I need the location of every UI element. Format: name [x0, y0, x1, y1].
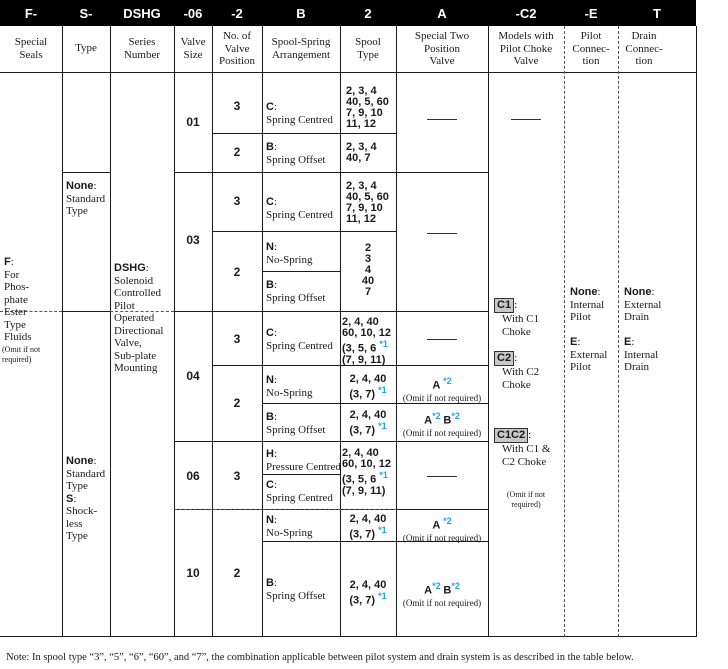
- spring-code: B: [266, 141, 274, 153]
- series-code: DSHG: [114, 262, 146, 274]
- position-04-2: 2: [233, 396, 241, 410]
- spring-04-c: C: Spring Centred: [266, 327, 333, 352]
- spring-10-b: B: Spring Offset: [266, 577, 326, 602]
- drain-text-internal: Internal Drain: [624, 348, 659, 373]
- type-option-upper: None: Standard Type: [66, 180, 106, 217]
- special-06-none: [396, 470, 488, 483]
- spring-text: Pressure Centred: [266, 460, 341, 473]
- spool-paren: (3, 7): [349, 388, 376, 401]
- row-rule: [174, 311, 488, 312]
- title-spring: Spool-Spring Arrangement: [271, 36, 331, 61]
- series-text: Solenoid Controlled Pilot Operated Directional Valve, Sub-plate Mounting: [114, 274, 164, 374]
- row-rule-minor: [262, 271, 340, 272]
- position-03-2: 2: [233, 265, 241, 279]
- size-01: 01: [186, 115, 200, 129]
- spring-code: C: [266, 196, 274, 208]
- spool-bracket-line1: 3, 5, 6: [345, 342, 377, 355]
- spool-bracket-line2: 7, 9, 11: [345, 353, 382, 366]
- spring-text: Spring Offset: [266, 423, 326, 436]
- footnote-star: *1: [378, 525, 387, 535]
- row-rule-minor: [340, 133, 396, 134]
- col-rule: [696, 26, 697, 637]
- spool-10-n: [340, 514, 396, 541]
- spring-06-h: H: Pressure Centred: [266, 448, 341, 473]
- spool-paren: (3, 7): [349, 424, 376, 437]
- type-code-lower: None: [66, 455, 94, 467]
- spring-code: C: [266, 101, 274, 113]
- col-rule-dashed: [564, 26, 565, 637]
- special-code-b: B: [443, 584, 452, 597]
- spool-06-sub: (3, 5, 6 $^{*1}$ (7, 9, 11): [342, 470, 388, 497]
- spring-text: Spring Offset: [266, 291, 326, 304]
- spring-10-n: N: No-Spring: [266, 514, 313, 539]
- choke-omit: (Omit if not required): [506, 490, 546, 509]
- spring-code: B: [266, 577, 274, 589]
- spool-main: 2, 4, 40: [349, 409, 387, 421]
- type-code-upper: None: [66, 180, 94, 192]
- special-10-n: [396, 515, 488, 545]
- header-code-drain: T: [653, 5, 661, 21]
- spring-04-n: N: No-Spring: [266, 374, 313, 399]
- special-omit: (Omit if not required): [402, 393, 482, 404]
- spool-bracket-line2: 7, 9, 11: [345, 484, 382, 497]
- header-code-position: -2: [231, 5, 243, 21]
- special-04-n: [396, 375, 488, 405]
- spring-text: Spring Offset: [266, 153, 326, 166]
- spool-06-main: 2, 4, 40 60, 10, 12: [342, 447, 391, 470]
- choke-text-c1c2: With C1 & C2 Choke: [502, 443, 551, 468]
- choke-omit-text: Omit if not required: [509, 490, 546, 509]
- header-code-seals: F-: [24, 5, 38, 21]
- choke-text-c1: With C1 Choke: [502, 313, 540, 338]
- header-code-special: A: [437, 5, 447, 21]
- drain-code-e: E: [624, 336, 632, 348]
- spring-code: N: [266, 374, 274, 386]
- footnote-star: *1: [379, 470, 388, 480]
- spring-text: Spring Centred: [266, 339, 333, 352]
- row-rule: [174, 172, 488, 173]
- position-06-3: 3: [233, 469, 241, 483]
- spool-main: 2, 4, 40: [349, 513, 387, 525]
- footnote-star: *1: [378, 385, 387, 395]
- spool-main: 2, 4, 40: [349, 373, 387, 385]
- title-position: No. of Valve Position: [218, 30, 256, 67]
- col-rule: [262, 26, 263, 637]
- footnote-star: *2: [432, 581, 441, 591]
- col-rule: [212, 26, 213, 637]
- title-choke: Models with Pilot Choke Valve: [498, 30, 554, 67]
- type-option-lower: None: Standard Type S: Shock- less Type: [66, 455, 106, 542]
- header-code-type: S-: [79, 5, 93, 21]
- title-special: Special Two Position Valve: [414, 30, 470, 67]
- spring-03-b: B: Spring Offset: [266, 279, 326, 304]
- spring-code: N: [266, 241, 274, 253]
- header-code-spool: 2: [364, 5, 372, 21]
- size-04: 04: [186, 369, 200, 383]
- spring-text: No-Spring: [266, 253, 313, 266]
- header-code-choke: -C2: [515, 5, 537, 21]
- seals-code: F: [4, 256, 11, 268]
- pilot-code-e: E: [570, 336, 578, 348]
- header-code-pilot: -E: [584, 5, 598, 21]
- header-code-size: -06: [183, 5, 203, 21]
- spring-text: No-Spring: [266, 386, 313, 399]
- row-rule-dashed: [174, 509, 396, 510]
- special-code-a: A: [424, 584, 433, 597]
- position-03-3: 3: [233, 194, 241, 208]
- spring-text: Spring Offset: [266, 589, 326, 602]
- spool-03-3: 2, 3, 4 40, 5, 60 7, 9, 10 11, 12: [346, 180, 389, 225]
- seals-option: F: For Phos- phate Ester Type Fluids: [4, 256, 32, 343]
- special-03-none: [396, 227, 488, 240]
- header-code-spring: B: [296, 5, 306, 21]
- title-seals: Special Seals: [14, 36, 48, 61]
- type-text-shockless: Shock- less Type: [66, 505, 98, 542]
- not-applicable-dash: [427, 233, 457, 234]
- spring-03-n: N: No-Spring: [266, 241, 313, 266]
- spring-03-c: C: Spring Centred: [266, 196, 333, 221]
- title-pilot: Pilot Connec- tion: [572, 30, 610, 67]
- spring-06-c: C: Spring Centred: [266, 479, 333, 504]
- size-03: 03: [186, 233, 200, 247]
- drain-options: None: External Drain E: Internal Drain: [624, 286, 662, 373]
- choke-c1c2: C1C2 : With C1 & C2 Choke: [494, 428, 564, 468]
- choke-text-c2: With C2 Choke: [502, 366, 540, 391]
- choke-code-c1c2: C1C2: [494, 428, 528, 443]
- size-06: 06: [186, 469, 200, 483]
- special-omit: (Omit if not required): [402, 428, 482, 439]
- seals-omit-text: Omit if not required: [2, 345, 41, 364]
- not-applicable-dash: [511, 119, 541, 120]
- pilot-text-internal: Internal Pilot: [570, 298, 605, 323]
- spool-01-3: 2, 3, 4 40, 5, 60 7, 9, 10 11, 12: [346, 85, 389, 130]
- spring-04-b: B: Spring Offset: [266, 411, 326, 436]
- col-rule-dashed: [618, 26, 619, 637]
- spring-code: H: [266, 448, 274, 460]
- footnote-star: *1: [378, 421, 387, 431]
- spool-03-2: 2 3 4 40 7: [361, 242, 375, 298]
- spring-text: Spring Centred: [266, 491, 333, 504]
- special-code-a: A: [432, 519, 441, 532]
- pilot-options: None: Internal Pilot E: External Pilot: [570, 286, 608, 373]
- spring-01-b: B: Spring Offset: [266, 141, 326, 166]
- special-code-b: B: [443, 414, 452, 427]
- spool-01-2: 2, 3, 4 40, 7: [346, 141, 377, 164]
- special-04-b: [396, 410, 488, 440]
- spring-code: B: [266, 411, 274, 423]
- footnote-star: *1: [378, 591, 387, 601]
- spring-text: No-Spring: [266, 526, 313, 539]
- drain-text-external: External Drain: [624, 298, 662, 323]
- footnote-star: *2: [443, 516, 452, 526]
- position-01-2: 2: [233, 145, 241, 159]
- drain-code-none: None: [624, 286, 652, 298]
- special-omit: (Omit if not required): [402, 533, 482, 544]
- col-rule: [62, 26, 63, 637]
- seals-omit: (Omit if not required): [2, 345, 41, 364]
- spring-code: N: [266, 514, 274, 526]
- footnote-star: *2: [451, 411, 460, 421]
- special-10-b: [396, 580, 488, 610]
- spool-04-2-b: [340, 410, 396, 437]
- col-rule: [340, 26, 341, 637]
- title-size: Valve Size: [180, 36, 206, 61]
- footnote-star: *1: [379, 339, 388, 349]
- choke-c1: C1 : With C1 Choke: [494, 298, 564, 338]
- pilot-code-none: None: [570, 286, 598, 298]
- choke-code-c2: C2: [494, 351, 514, 366]
- col-rule: [110, 26, 111, 637]
- special-01-none: [396, 113, 488, 126]
- header-code-series: DSHG: [123, 5, 161, 21]
- not-applicable-dash: [427, 339, 457, 340]
- position-01-3: 3: [233, 99, 241, 113]
- title-series: Series Number: [123, 36, 161, 61]
- spool-paren: (3, 7): [349, 594, 376, 607]
- footnote-star: *2: [432, 411, 441, 421]
- not-applicable-dash: [427, 119, 457, 120]
- spool-04-3-sub: (3, 5, 6 $^{*1}$ (7, 9, 11): [342, 339, 388, 366]
- type-text-upper: Standard Type: [66, 192, 106, 217]
- choke-01-none: [488, 113, 564, 126]
- size-10: 10: [186, 566, 200, 580]
- row-rule: [174, 441, 488, 442]
- special-code-a: A: [432, 379, 441, 392]
- bottom-rule: [0, 636, 696, 637]
- special-omit: (Omit if not required): [402, 598, 482, 609]
- choke-c2: C2 : With C2 Choke: [494, 351, 564, 391]
- footnote-star: *2: [451, 581, 460, 591]
- spool-10-b: [340, 580, 396, 607]
- row-rule-minor: [262, 474, 340, 475]
- spring-code: C: [266, 479, 274, 491]
- spring-01-c: C: Spring Centred: [266, 101, 333, 126]
- title-spool: Spool Type: [355, 36, 381, 61]
- title-drain: Drain Connec- tion: [625, 30, 663, 67]
- row-rule: [62, 311, 110, 312]
- spool-bracket-line1: 3, 5, 6: [345, 473, 377, 486]
- row-rule: [62, 172, 110, 173]
- special-code-a: A: [424, 414, 433, 427]
- series-option: DSHG: Solenoid Controlled Pilot Operated Directional Valve, Sub-plate Mounting: [114, 262, 164, 374]
- row-rule-minor: [212, 231, 396, 232]
- spring-code: B: [266, 279, 274, 291]
- type-code-shockless: S: [66, 492, 74, 505]
- spool-paren: (3, 7): [349, 528, 376, 541]
- spring-text: Spring Centred: [266, 208, 333, 221]
- header-rule: [0, 72, 696, 73]
- pilot-text-external: External Pilot: [570, 348, 608, 373]
- special-04-3-none: [396, 333, 488, 346]
- spool-04-2-n: [340, 374, 396, 401]
- footnote: Note: In spool type “3”, “5”, “6”, “60”, and “7”, the combination applicable between pilot system and drain system is as described in the table below.: [6, 652, 634, 663]
- spool-main: 2, 4, 40: [349, 579, 387, 591]
- position-10-2: 2: [233, 566, 241, 580]
- spring-text: Spring Centred: [266, 113, 333, 126]
- seals-text: For Phos- phate Ester Type Fluids: [4, 268, 32, 343]
- spring-code: C: [266, 327, 274, 339]
- position-04-3: 3: [233, 332, 241, 346]
- footnote-star: *2: [443, 376, 452, 386]
- choke-code-c1: C1: [494, 298, 514, 313]
- title-type: Type: [75, 42, 97, 54]
- type-text-lower: Standard Type: [66, 467, 106, 492]
- not-applicable-dash: [427, 476, 457, 477]
- spool-04-3-main: 2, 4, 40 60, 10, 12: [342, 316, 391, 339]
- row-rule-minor: [262, 541, 396, 542]
